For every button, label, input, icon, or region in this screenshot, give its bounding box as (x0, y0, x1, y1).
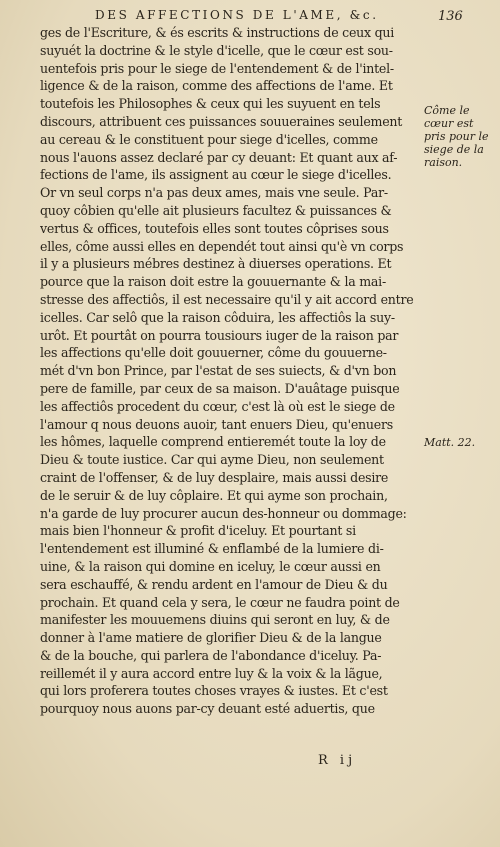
body-text (40, 24, 423, 718)
running-title: DES AFFECTIONS DE L'AME, &c. (95, 8, 379, 22)
text-line: reillemét il y aura accord entre luy & la voix & la lãgue, (40, 665, 383, 681)
text-line: les hômes, laquelle comprend entieremét toute la loy de (40, 434, 386, 450)
text-line: ligence & de la raison, comme des affections de l'ame. Et (40, 78, 393, 94)
text-line: l'entendement est illuminé & enflambé de la lumiere di- (40, 541, 384, 557)
text-line: pource que la raison doit estre la gouuernante & la mai- (40, 274, 386, 290)
text-line: de le seruir & de luy côplaire. Et qui ayme son prochain, (40, 487, 388, 503)
text-line: toutefois les Philosophes & ceux qui les suyuent en tels (40, 96, 381, 112)
text-line: & de la bouche, qui parlera de l'abondance d'iceluy. Pa- (40, 647, 382, 663)
text-line: nous l'auons assez declaré par cy deuant: Et quant aux af- (40, 149, 398, 165)
text-line: mét d'vn bon Prince, par l'estat de ses suiects, & d'vn bon (40, 363, 397, 379)
text-line: quoy côbien qu'elle ait plusieurs facultez & puissances & (40, 202, 392, 218)
text-line: les affectiôs procedent du cœur, c'est là où est le siege de (40, 398, 395, 414)
text-line: urôt. Et pourtât on pourra tousiours iuger de la raison par (40, 327, 399, 343)
text-line: uine, & la raison qui domine en iceluy, le cœur aussi en (40, 558, 381, 574)
text-line: Dieu & toute iustice. Car qui ayme Dieu, non seulement (40, 452, 384, 468)
text-line: n'a garde de luy procurer aucun des-honneur ou dommage: (40, 505, 407, 521)
text-line: qui lors proferera toutes choses vrayes & iustes. Et c'est (40, 683, 388, 699)
text-line: stresse des affectiôs, il est necessaire qu'il y ait accord entre (40, 291, 414, 307)
text-line: suyuét la doctrine & le style d'icelle, que le cœur est sou- (40, 42, 393, 58)
page-number: 136 (438, 9, 463, 24)
text-line: elles, côme aussi elles en dependét tout ainsi qu'è vn corps (40, 238, 404, 254)
text-line: manifester les mouuemens diuins qui seront en luy, & de (40, 612, 390, 628)
text-line: pere de famille, par ceux de sa maison. D'auâtage puisque (40, 380, 400, 396)
text-line: il y a plusieurs mébres destinez à diuerses operations. Et (40, 256, 392, 272)
text-line: uentefois pris pour le siege de l'entendement & de l'intel- (40, 60, 394, 76)
text-line: prochain. Et quand cela y sera, le cœur ne faudra point de (40, 594, 400, 610)
text-line: discours, attribuent ces puissances souueraines seulement (40, 113, 403, 129)
text-line: l'amour q nous deuons auoir, tant enuers Dieu, qu'enuers (40, 416, 393, 432)
text-line: Or vn seul corps n'a pas deux ames, mais vne seule. Par- (40, 185, 388, 201)
text-line: icelles. Car selô que la raison côduira, les affectiôs la suy- (40, 309, 395, 325)
text-line: fections de l'ame, ils assignent au cœur le siege d'icelles. (40, 167, 392, 183)
text-line: pourquoy nous auons par-cy deuant esté aduertis, que (40, 701, 375, 717)
text-line: mais bien l'honneur & profit d'iceluy. Et pourtant si (40, 523, 356, 539)
text-line: craint de l'offenser, & de luy desplaire, mais aussi desire (40, 469, 389, 485)
text-line: les affections qu'elle doit gouuerner, côme du gouuerne- (40, 345, 387, 361)
text-line: au cereau & le constituent pour siege d'icelles, comme (40, 131, 378, 147)
signature-mark: R ij (318, 753, 357, 768)
text-line: sera eschauffé, & rendu ardent en l'amour de Dieu & du (40, 576, 388, 592)
text-line: ges de l'Escriture, & és escrits & instructions de ceux qui (40, 25, 395, 40)
margin-note-raison: Côme le cœur est pris pour le siege de la raison. (424, 104, 489, 169)
text-line: donner à l'ame matiere de glorifier Dieu & de la langue (40, 630, 382, 646)
margin-note-matthew: Matt. 22. (424, 436, 476, 449)
text-line: vertus & offices, toutefois elles sont toutes côprises sous (40, 220, 389, 236)
